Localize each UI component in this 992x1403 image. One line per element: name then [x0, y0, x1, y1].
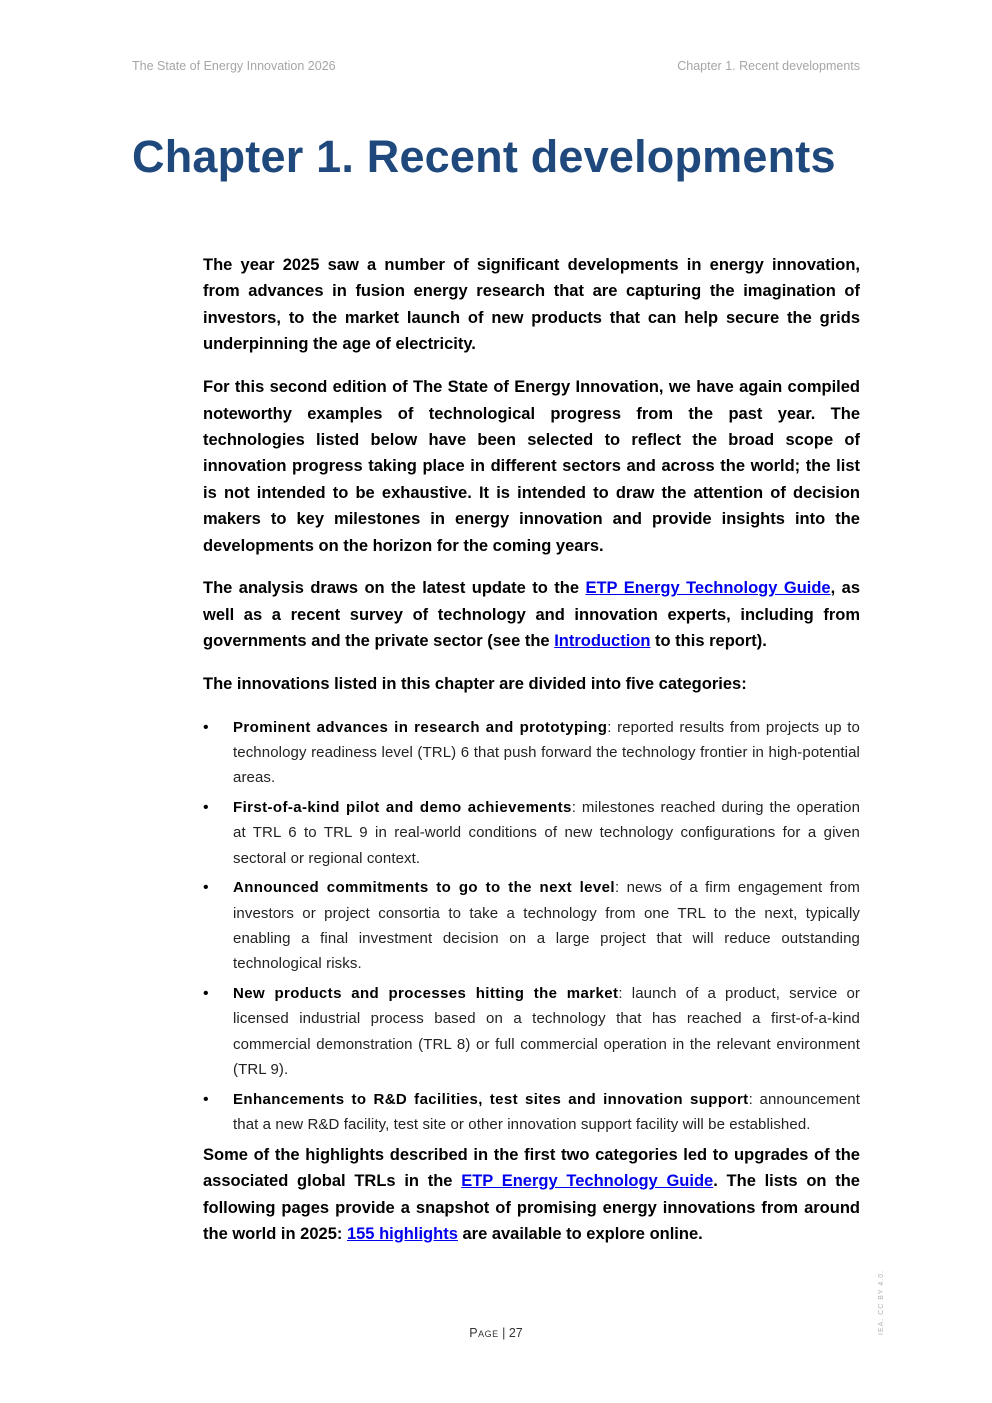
page-separator: | — [498, 1326, 509, 1340]
highlights-text-1: Some of the highlights described in the first two categories led to upgrades of the associated global TRLs in the — [203, 1145, 860, 1191]
etp-guide-link[interactable]: ETP Energy Technology Guide — [585, 579, 831, 598]
category-term: Prominent advances in research and prototyping — [233, 718, 608, 736]
license-watermark: IEA. CC BY 4.0. — [878, 1269, 885, 1335]
category-description: : reported results from projects up to technology readiness level (TRL) 6 that push forward the technology frontier in high-potential areas. — [233, 718, 860, 787]
analysis-text-2: , as well as a recent survey of technology and innovation experts, including from governments and the private sector (see the — [203, 579, 860, 651]
intro-paragraph: The year 2025 saw a number of significant developments in energy innovation, from advances in fusion energy research that are capturing the imagination of investors, to the market launch of new products that can help secure the grids underpinning the age of electricity. — [203, 256, 860, 354]
page-title: Chapter 1. Recent developments — [132, 131, 836, 182]
bullet-icon: • — [203, 798, 209, 816]
categories-intro: The innovations listed in this chapter are divided into five categories: — [203, 675, 747, 694]
category-term: New products and processes hitting the market — [233, 985, 619, 1003]
category-term: First-of-a-kind pilot and demo achievements — [233, 798, 572, 816]
bullet-icon: • — [203, 985, 209, 1003]
page-label: Page — [469, 1326, 499, 1340]
analysis-paragraph — [203, 575, 860, 654]
bullet-icon: • — [203, 1090, 209, 1108]
category-list — [203, 715, 860, 1138]
category-description: : milestones reached during the operation at TRL 6 to TRL 9 in real-world conditions of new technology configurations for a given sectoral or regional context. — [233, 798, 861, 867]
body-content — [203, 252, 860, 1247]
category-term: Enhancements to R&D facilities, test sites and innovation support — [233, 1090, 749, 1108]
analysis-text-1: The analysis draws on the latest update to the — [203, 579, 586, 598]
highlights-link[interactable]: 155 highlights — [346, 1225, 458, 1244]
bullet-icon: • — [203, 879, 209, 897]
list-item — [203, 875, 860, 976]
list-item — [203, 1087, 860, 1138]
etp-guide-link-2[interactable]: ETP Energy Technology Guide — [461, 1172, 714, 1191]
analysis-text-3: to this report). — [650, 632, 767, 651]
category-description: : news of a firm engagement from investors or project consortia to take a technology from one TRL to the next, typically enabling a final investment decision on a large project that will reduce outstanding technological risks. — [233, 879, 860, 973]
chapter-label: Chapter 1. Recent developments — [677, 59, 860, 73]
list-item — [203, 981, 860, 1082]
category-term: Announced commitments to go to the next level — [233, 879, 615, 897]
running-header — [132, 59, 860, 75]
category-description: : launch of a product, service or licensed industrial process based on a technology that has reached a first-of-a-kind commercial demonstration (TRL 8) or full commercial operation in the relevant environment (TRL 9). — [233, 985, 860, 1078]
list-item — [203, 795, 860, 871]
category-description: : announcement that a new R&D facility, test site or other innovation support facility will be established. — [233, 1090, 860, 1134]
report-title: The State of Energy Innovation 2026 — [132, 59, 336, 73]
bullet-icon: • — [203, 718, 209, 736]
page-number — [0, 1326, 992, 1340]
introduction-link[interactable]: Introduction — [554, 632, 651, 651]
highlights-paragraph — [203, 1142, 860, 1248]
highlights-text-3: are available to explore online. — [457, 1225, 703, 1244]
highlights-text-2: . The lists on the following pages provide a snapshot of promising energy innovations from around the world in 2025: — [203, 1172, 860, 1244]
edition-paragraph: For this second edition of The State of Energy Innovation, we have again compiled noteworthy examples of technological progress from the past year. The technologies listed below have been selected to reflect the broad scope of innovation progress taking place in different sectors and across the world; the list is not intended to be exhaustive. It is intended to draw the attention of decision makers to key milestones in energy innovation and provide insights into the developments on the horizon for the coming years. — [203, 378, 860, 555]
list-item — [203, 715, 860, 791]
page-number-value: 27 — [508, 1326, 523, 1340]
